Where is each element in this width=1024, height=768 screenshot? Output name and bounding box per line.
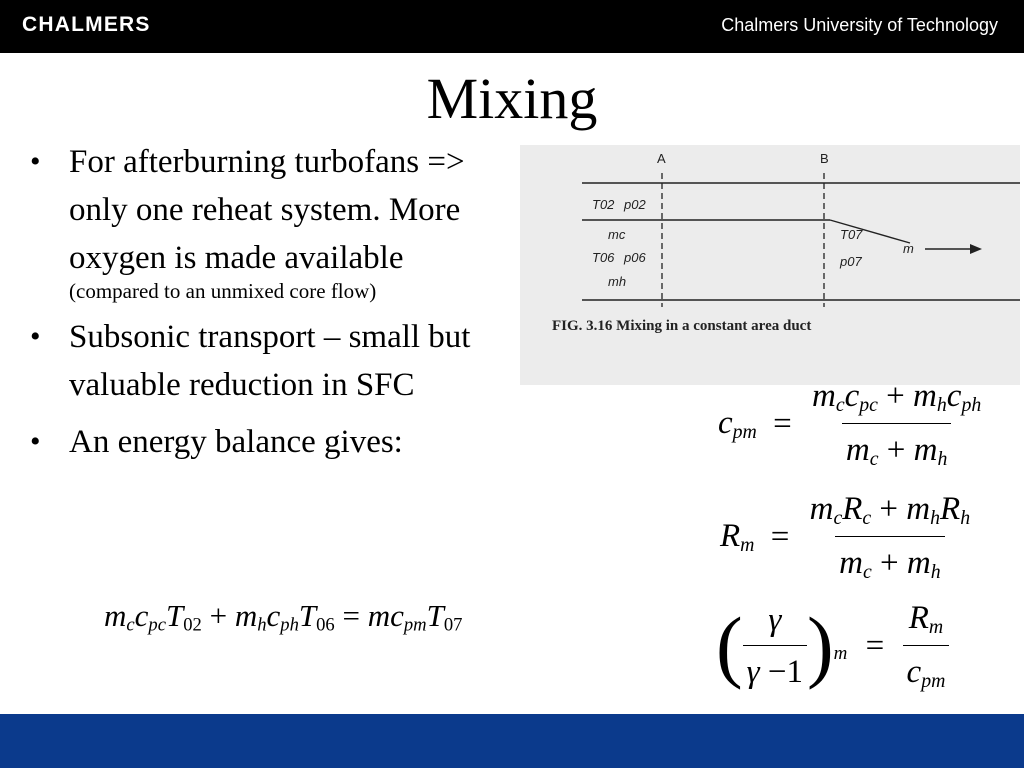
energy-balance-equation: $m_cc_{pc}T_{02} + m_hc_{ph}T_{06} = mc_{pm}T_{07}$ (104, 598, 463, 636)
slide-title: Mixing (426, 66, 598, 131)
label-p02: p02 (624, 197, 646, 212)
bullet-dot-icon: • (30, 145, 41, 178)
label-t07: T07 (840, 227, 863, 242)
bullet-item (28, 418, 498, 466)
label-mh: mh (608, 274, 627, 289)
label-t02: T02 (592, 197, 615, 212)
flow-arrow-icon (970, 244, 982, 254)
university-name: Chalmers University of Technology (721, 15, 998, 35)
bullet-item (28, 313, 498, 409)
footer-bar (0, 714, 1024, 768)
mixing-duct-figure (520, 145, 1020, 385)
bullet-dot-icon: • (30, 425, 41, 458)
gamma-equation: ( $\frac{\gamma}{\gamma -1}$ )$_m$ = $\frac{R_m}{c_{pm}}$ (716, 600, 949, 693)
bullet-item (28, 138, 498, 304)
chalmers-logo: CHALMERS (22, 13, 151, 36)
bullet-dot-icon: • (30, 320, 41, 353)
label-t06: T06 (592, 250, 615, 265)
bullet-text: An energy balance gives: (69, 424, 403, 460)
bullet-note: (compared to an unmixed core flow) (69, 279, 377, 303)
label-p06: p06 (624, 250, 646, 265)
figure-caption: FIG. 3.16 Mixing in a constant area duct (552, 318, 812, 334)
cpm-equation: $c_{pm}$ = $\frac{m_cc_{pc} + m_hc_{ph}}{m_c + m_h}$ (718, 378, 982, 470)
bullet-text: Subsonic transport – small but valuable reduction in SFC (69, 319, 471, 403)
header-bar (0, 0, 1024, 53)
bullet-list (28, 138, 498, 475)
station-a-label: A (657, 151, 666, 166)
label-mc: mc (608, 227, 626, 242)
station-b-label: B (820, 151, 829, 166)
label-m: m (903, 241, 914, 256)
duct-diagram (520, 145, 1020, 385)
label-p07: p07 (840, 254, 862, 269)
rm-equation: $R_m$ = $\frac{m_cR_c + m_hR_h}{m_c + m_h}$ (720, 491, 971, 583)
bullet-text: For afterburning turbofans => only one reheat system. More oxygen is made available (69, 144, 465, 276)
